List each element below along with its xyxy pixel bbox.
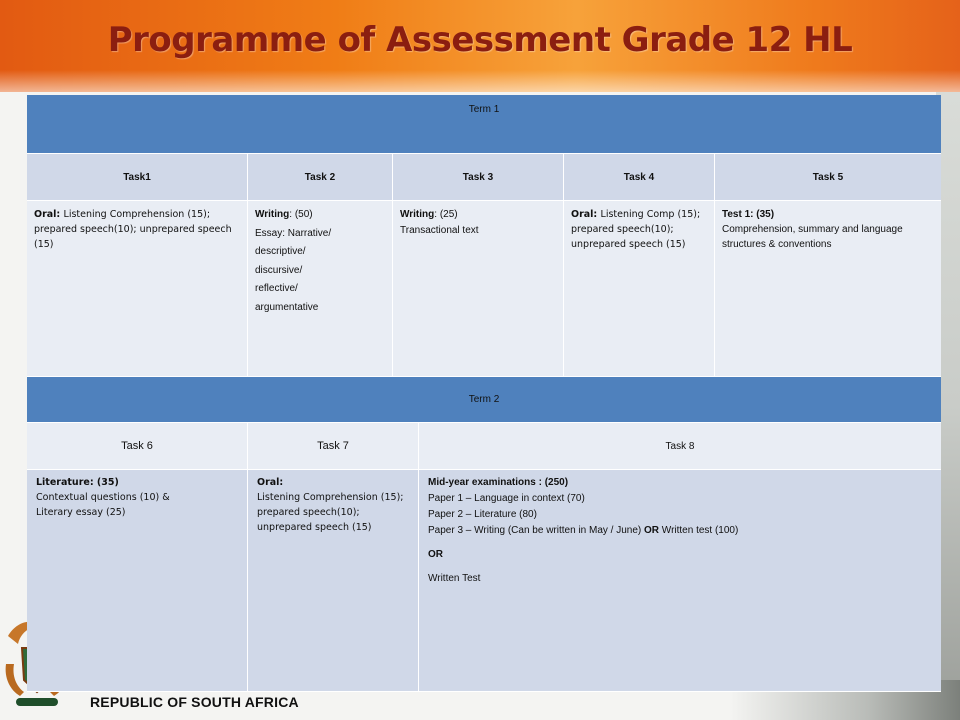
task-8-description — [419, 470, 941, 692]
task-4-title: Oral: — [571, 209, 601, 220]
task-4-header: Task 4 — [564, 154, 715, 201]
task-3-description — [393, 201, 564, 377]
task-5-description — [715, 201, 941, 377]
task-2-title: Writing — [255, 209, 290, 220]
task-7-description — [248, 470, 419, 692]
term-1-row — [27, 95, 941, 154]
task-4-description — [564, 201, 715, 377]
task-1-description — [27, 201, 248, 377]
task-1-title: Oral: — [34, 209, 64, 220]
task-5-title-suffix: : (35) — [750, 209, 775, 220]
term-1-body-row — [27, 201, 941, 377]
term-2-header-row — [27, 423, 941, 470]
assessment-table — [27, 95, 941, 692]
term-1-cell — [27, 95, 941, 154]
task-2-line: Essay: Narrative/ — [255, 227, 332, 239]
task-8-or-label: OR — [428, 549, 443, 560]
task-8-line: Paper 2 – Literature (80) — [428, 509, 537, 520]
term-1-label: Term 1 — [468, 104, 500, 115]
page-title: Programme of Assessment Grade 12 HL — [107, 20, 853, 60]
task-1-line: Listening Comprehension (15); prepared speech(10); unprepared speech (15) — [34, 209, 232, 250]
term-1-header-row — [27, 154, 941, 201]
task-8-title: Mid-year examinations : (250) — [428, 477, 569, 488]
task-5-title: Test 1 — [722, 209, 751, 220]
task-8-header: Task 8 — [419, 423, 941, 470]
task-5-line: Comprehension, summary and language structures & conventions — [722, 224, 903, 250]
task-3-title-suffix: : (25) — [434, 209, 458, 220]
task-2-line: argumentative — [255, 301, 319, 313]
task-1-header: Task1 — [27, 154, 248, 201]
term-2-label: Term 2 — [468, 394, 500, 405]
task-6-line: Literary essay (25) — [36, 507, 126, 518]
task-6-description — [27, 470, 248, 692]
task-2-title-suffix: : (50) — [289, 209, 313, 220]
task-7-header: Task 7 — [248, 423, 419, 470]
term-2-cell — [27, 377, 941, 423]
task-2-description — [248, 201, 393, 377]
task-6-title: Literature: (35) — [36, 477, 119, 488]
task-2-line: reflective/ — [255, 283, 298, 294]
task-8-last-line: Written Test — [428, 573, 481, 584]
task-2-line: descriptive/ — [255, 246, 306, 257]
task-8-paper-3-line: Paper 3 – Writing (Can be written in May / June) OR Written test (100) — [428, 525, 739, 536]
task-7-line: Listening Comprehension (15); prepared speech(10); unprepared speech (15) — [257, 492, 404, 533]
task-2-header: Task 2 — [248, 154, 393, 201]
task-3-line: Transactional text — [400, 225, 479, 236]
footer-country: REPUBLIC OF SOUTH AFRICA — [90, 694, 299, 710]
task-3-title: Writing — [400, 209, 435, 220]
task-6-line: Contextual questions (10) & — [36, 492, 170, 503]
task-6-header: Task 6 — [27, 423, 248, 470]
task-3-header: Task 3 — [393, 154, 564, 201]
task-7-title: Oral: — [257, 477, 284, 488]
task-2-line: discursive/ — [255, 264, 303, 276]
task-4-line: Listening Comp (15); prepared speech(10); unprepared speech (15) — [571, 209, 701, 250]
term-2-body-row — [27, 470, 941, 692]
task-8-line: Paper 1 – Language in context (70) — [428, 493, 585, 504]
task-5-header: Task 5 — [715, 154, 941, 201]
term-2-row — [27, 377, 941, 423]
